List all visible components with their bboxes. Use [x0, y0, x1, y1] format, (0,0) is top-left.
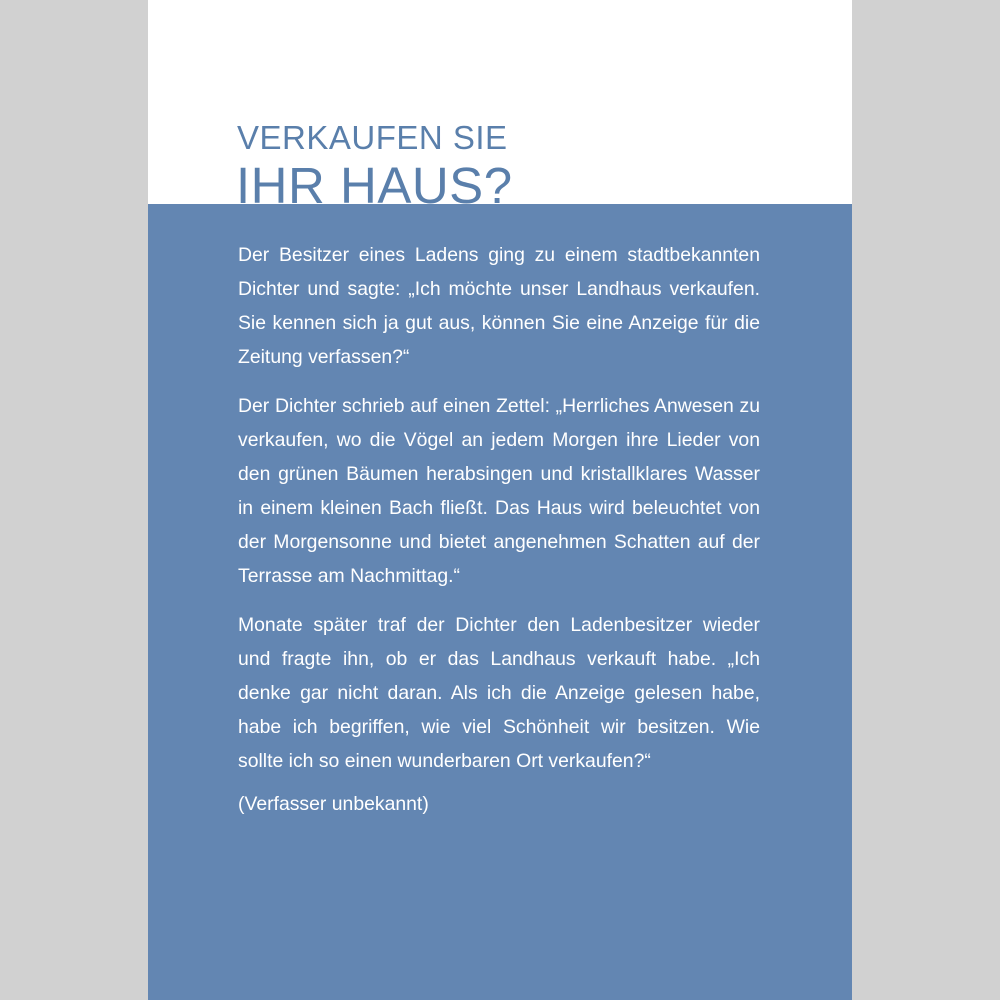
document-page — [148, 0, 852, 1000]
author-credit: (Verfasser unbekannt) — [238, 793, 429, 815]
title-line-1: VERKAUFEN SIE — [237, 119, 508, 156]
story-paragraph-2: Der Dichter schrieb auf einen Zettel: „Herrliches Anwesen zu verkaufen, wo die Vögel an jedem Morgen ihre Lieder von den grünen Bäumen herabsingen und kristallklares Wasser in einem kleinen Bach fließt. Das Haus wird beleuchtet von der Morgensonne und bietet angenehmen Schatten auf der Terrasse am Nachmittag.“ — [238, 395, 760, 587]
story-text — [238, 238, 760, 836]
story-paragraph-1: Der Besitzer eines Ladens ging zu einem stadtbekannten Dichter und sagte: „Ich möchte unser Landhaus verkaufen. Sie kennen sich ja gut aus, können Sie eine Anzeige für die Zeitung verfassen?“ — [238, 244, 760, 368]
title-line-2: IHR HAUS? — [236, 157, 513, 204]
story-paragraph-3: Monate später traf der Dichter den Ladenbesitzer wieder und fragte ihn, ob er das Landhaus verkauft habe. „Ich denke gar nicht daran. Als ich die Anzeige gelesen habe, habe ich begriffen, wie viel Schönheit wir besitzen. Wie sollte ich so einen wunderbaren Ort verkaufen?“ — [238, 614, 760, 772]
